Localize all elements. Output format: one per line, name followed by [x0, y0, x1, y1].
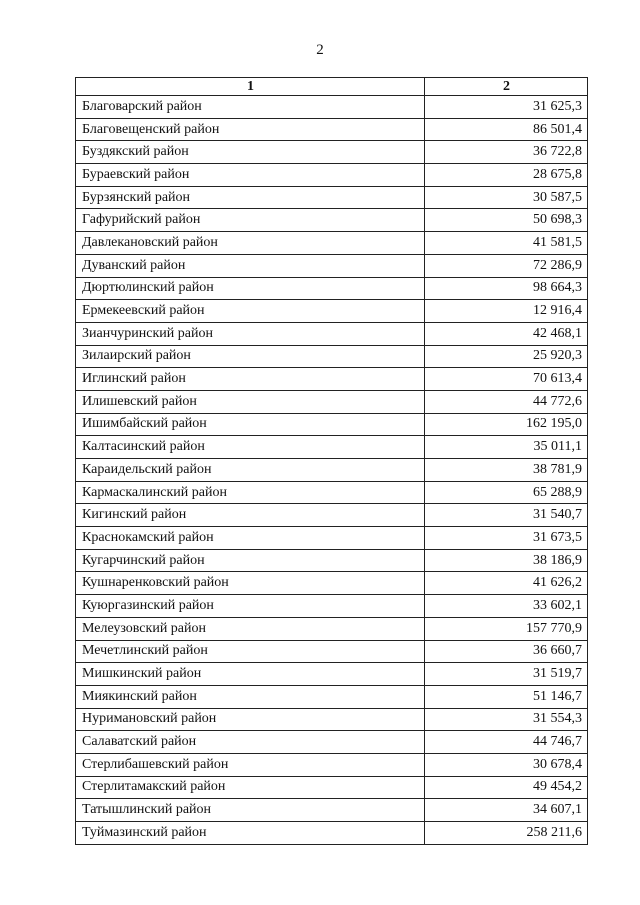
amount-cell: 65 288,9 [425, 481, 588, 504]
district-name-cell: Калтасинский район [76, 436, 425, 459]
table-row [76, 141, 588, 164]
amount-cell: 44 772,6 [425, 390, 588, 413]
table-row [76, 617, 588, 640]
district-name-cell: Бурзянский район [76, 186, 425, 209]
district-name-cell: Караидельский район [76, 459, 425, 482]
table-row [76, 345, 588, 368]
district-name-cell: Татышлинский район [76, 799, 425, 822]
amount-cell: 31 554,3 [425, 708, 588, 731]
amount-cell: 30 587,5 [425, 186, 588, 209]
district-name-cell: Стерлитамакский район [76, 776, 425, 799]
amount-cell: 31 540,7 [425, 504, 588, 527]
table-row [76, 459, 588, 482]
district-name-cell: Салаватский район [76, 731, 425, 754]
table-row [76, 209, 588, 232]
amount-cell: 33 602,1 [425, 595, 588, 618]
amount-cell: 49 454,2 [425, 776, 588, 799]
district-name-cell: Мелеузовский район [76, 617, 425, 640]
amount-cell: 72 286,9 [425, 254, 588, 277]
district-name-cell: Давлекановский район [76, 232, 425, 255]
district-name-cell: Миякинский район [76, 685, 425, 708]
district-name-cell: Туймазинский район [76, 822, 425, 845]
column-header-1: 1 [76, 78, 425, 96]
table-row [76, 118, 588, 141]
amount-cell: 34 607,1 [425, 799, 588, 822]
amount-cell: 98 664,3 [425, 277, 588, 300]
district-name-cell: Благоварский район [76, 96, 425, 119]
table-row [76, 277, 588, 300]
table-row [76, 254, 588, 277]
table-row [76, 799, 588, 822]
amount-cell: 25 920,3 [425, 345, 588, 368]
amount-cell: 36 722,8 [425, 141, 588, 164]
table-row [76, 549, 588, 572]
amount-cell: 42 468,1 [425, 322, 588, 345]
table-body [76, 96, 588, 845]
table-row [76, 663, 588, 686]
table-row [76, 390, 588, 413]
amount-cell: 35 011,1 [425, 436, 588, 459]
amount-cell: 41 581,5 [425, 232, 588, 255]
amount-cell: 31 625,3 [425, 96, 588, 119]
amount-cell: 258 211,6 [425, 822, 588, 845]
table-row [76, 186, 588, 209]
district-name-cell: Нуримановский район [76, 708, 425, 731]
amount-cell: 51 146,7 [425, 685, 588, 708]
amount-cell: 30 678,4 [425, 753, 588, 776]
table-row [76, 164, 588, 187]
table-row [76, 232, 588, 255]
district-name-cell: Мишкинский район [76, 663, 425, 686]
table-row [76, 527, 588, 550]
district-name-cell: Благовещенский район [76, 118, 425, 141]
table-row [76, 640, 588, 663]
district-name-cell: Зилаирский район [76, 345, 425, 368]
amount-cell: 50 698,3 [425, 209, 588, 232]
amount-cell: 41 626,2 [425, 572, 588, 595]
amount-cell: 36 660,7 [425, 640, 588, 663]
amount-cell: 70 613,4 [425, 368, 588, 391]
page-number: 2 [316, 42, 324, 58]
table-row [76, 436, 588, 459]
table-row [76, 708, 588, 731]
amount-cell: 157 770,9 [425, 617, 588, 640]
amount-cell: 28 675,8 [425, 164, 588, 187]
table-header-row [76, 78, 588, 96]
district-name-cell: Кушнаренковский район [76, 572, 425, 595]
district-name-cell: Буздякский район [76, 141, 425, 164]
district-name-cell: Краснокамский район [76, 527, 425, 550]
amount-cell: 86 501,4 [425, 118, 588, 141]
data-table [75, 77, 588, 845]
table-row [76, 776, 588, 799]
table-row [76, 368, 588, 391]
table-row [76, 413, 588, 436]
district-name-cell: Кигинский район [76, 504, 425, 527]
district-name-cell: Куюргазинский район [76, 595, 425, 618]
amount-cell: 12 916,4 [425, 300, 588, 323]
table-row [76, 96, 588, 119]
district-name-cell: Бураевский район [76, 164, 425, 187]
table-row [76, 322, 588, 345]
amount-cell: 162 195,0 [425, 413, 588, 436]
amount-cell: 38 186,9 [425, 549, 588, 572]
table-row [76, 595, 588, 618]
table-row [76, 572, 588, 595]
district-name-cell: Дуванский район [76, 254, 425, 277]
table-row [76, 504, 588, 527]
district-name-cell: Гафурийский район [76, 209, 425, 232]
amount-cell: 44 746,7 [425, 731, 588, 754]
amount-cell: 31 673,5 [425, 527, 588, 550]
district-name-cell: Зианчуринский район [76, 322, 425, 345]
amount-cell: 31 519,7 [425, 663, 588, 686]
column-header-2: 2 [425, 78, 588, 96]
table-row [76, 753, 588, 776]
amount-cell: 38 781,9 [425, 459, 588, 482]
table-row [76, 300, 588, 323]
district-name-cell: Кугарчинский район [76, 549, 425, 572]
district-name-cell: Стерлибашевский район [76, 753, 425, 776]
table-row [76, 822, 588, 845]
table-row [76, 481, 588, 504]
district-name-cell: Илишевский район [76, 390, 425, 413]
district-name-cell: Мечетлинский район [76, 640, 425, 663]
table-row [76, 731, 588, 754]
district-name-cell: Дюртюлинский район [76, 277, 425, 300]
district-name-cell: Иглинский район [76, 368, 425, 391]
district-name-cell: Ермекеевский район [76, 300, 425, 323]
table-row [76, 685, 588, 708]
district-name-cell: Кармаскалинский район [76, 481, 425, 504]
district-name-cell: Ишимбайский район [76, 413, 425, 436]
